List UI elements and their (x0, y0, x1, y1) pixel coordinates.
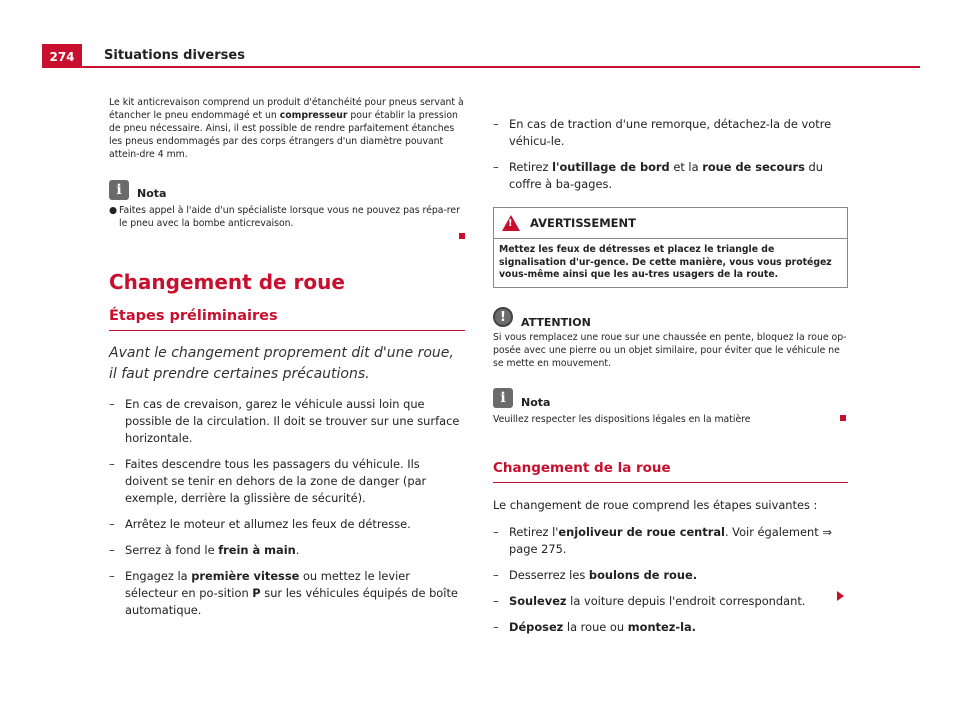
steps-list-continued (493, 116, 848, 193)
wheel-steps-list (493, 524, 848, 636)
bullet-icon: ● (109, 205, 118, 216)
warning-box (493, 207, 848, 288)
list-item: – Soulevez la voiture depuis l'endroit correspondant. (493, 593, 848, 610)
right-column (493, 96, 848, 645)
note-text-content: Faites appel à l'aide d'un spécialiste lorsque vous ne pouvez pas répa-rer le pneu avec la bombe anticrevaison. (119, 205, 460, 229)
note-text: Veuillez respecter les dispositions légales en la matière (493, 413, 751, 425)
lead-text: Avant le changement proprement dit d'une roue, il faut prendre certaines précautions. (109, 345, 454, 382)
intro-paragraph: Le kit anticrevaison comprend un produit d'étanchéité pour pneus servant à étancher le pneu endommagé et un compresseur pour établir la pression de pneu nécessaire. Ainsi, il est possible de rendre parfaitement étanches les pneus endommagés par des corps étrangers d'un diamètre pouvant attein-dre 4 mm. (109, 97, 464, 160)
attention-text: Si vous remplacez une roue sur une chaussée en pente, bloquez la roue op-posée avec une pierre ou un objet similaire, pour éviter que le véhicule ne se mette en mouvement. (493, 331, 847, 369)
subsection-title: Étapes préliminaires (109, 308, 465, 331)
exclamation-circle-icon: ! (493, 307, 513, 327)
left-column (109, 96, 465, 628)
end-mark-icon (459, 233, 465, 239)
note-block-right (493, 388, 848, 426)
section-title: Situations diverses (104, 48, 245, 63)
info-icon: i (109, 180, 129, 200)
list-item: – Retirez l'outillage de bord et la roue de secours du coffre à ba-gages. (493, 159, 848, 193)
continue-arrow-icon (837, 591, 844, 601)
info-icon: i (493, 388, 513, 408)
list-item: – Retirez l'enjoliveur de roue central. Voir également ⇒ page 275. (493, 524, 848, 558)
list-item: – Faites descendre tous les passagers du véhicule. Ils doivent se tenir en dehors de la zone de danger (par exemple, derrière la glissière de sécurité). (109, 456, 465, 507)
note-text (109, 204, 465, 230)
steps-list (109, 396, 465, 619)
list-item: – En cas de crevaison, garez le véhicule aussi loin que possible de la circulation. Il doit se trouver sur une surface horizontale. (109, 396, 465, 447)
list-item: – Serrez à fond le frein à main. (109, 542, 465, 559)
chapter-title: Changement de roue (109, 270, 345, 294)
list-item: – Engagez la première vitesse ou mettez le levier sélecteur en po-sition P sur les véhicules équipés de boîte automatique. (109, 568, 465, 619)
end-mark-icon (840, 415, 846, 421)
list-item: – Desserrez les boulons de roue. (493, 567, 848, 584)
note-block (109, 179, 465, 230)
note-label: Nota (521, 395, 551, 409)
warning-triangle-icon: ! (502, 215, 520, 231)
attention-block (493, 306, 848, 370)
page-header (42, 44, 920, 68)
warning-text: Mettez les feux de détresses et placez le triangle de signalisation d'ur-gence. De cette manière, vous vous protégez vous-même ainsi que les au-tres usagers de la route. (499, 244, 832, 280)
list-item: – En cas de traction d'une remorque, détachez-la de votre véhicu-le. (493, 116, 848, 150)
list-item: – Arrêtez le moteur et allumez les feux de détresse. (109, 516, 465, 533)
intro-text: Le changement de roue comprend les étapes suivantes : (493, 497, 818, 512)
subsection-title-right: Changement de la roue (493, 460, 848, 483)
page-number: 274 (42, 44, 82, 68)
list-item: – Déposez la roue ou montez-la. (493, 619, 848, 636)
attention-label: ATTENTION (521, 315, 591, 329)
note-label: Nota (137, 187, 167, 200)
warning-label: AVERTISSEMENT (530, 216, 637, 230)
